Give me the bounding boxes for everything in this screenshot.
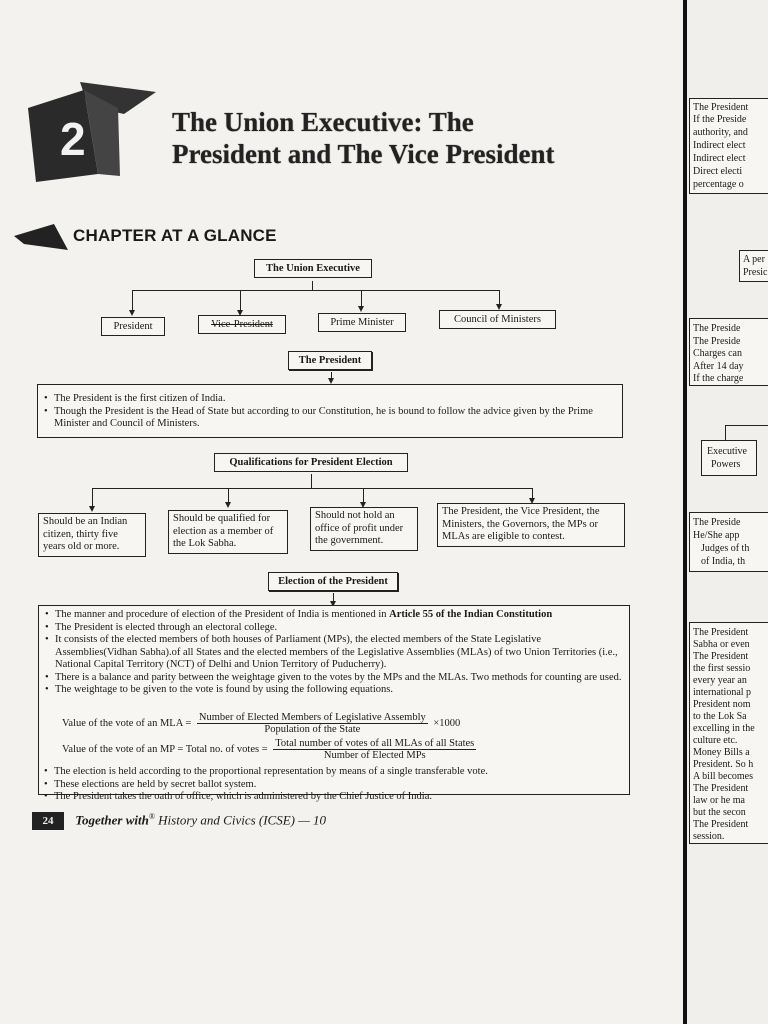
right-lower-line: The Preside xyxy=(693,517,741,528)
election-point: • It consists of the elected members of both houses of Parliament (MPs), the elected members of the State Legislative Assemblies(Vidhan Sabha).of all States and the elected members of the Legislative Assemblies (MLAs) of two Union Territories (i.e., National Capital Territory (NCT) of Delhi and Union Territory of Puducherry). xyxy=(45,634,623,672)
branch-president: President xyxy=(101,317,165,336)
right-bottom-line: culture etc. xyxy=(693,735,738,746)
chapter-number-badge xyxy=(28,78,158,183)
formula-mp-lhs: Value of the vote of an MP = Total no. of votes = xyxy=(62,743,268,755)
right-mid-line: Charges can xyxy=(693,348,742,359)
formula-mp-numerator: Total number of votes of all MLAs of all States xyxy=(275,738,475,749)
right-page-fragment xyxy=(683,0,768,1024)
election-label: Election of the President xyxy=(268,572,398,591)
chapter-number: 2 xyxy=(60,113,86,165)
branch-prime-minister: Prime Minister xyxy=(318,313,406,332)
union-executive-label: The Union Executive xyxy=(254,259,372,278)
qualification-eligibility: The President, the Vice President, the Ministers, the Governors, the MPs or MLAs are eligible to contest. xyxy=(437,503,625,547)
right-mid-line: The Preside xyxy=(693,336,741,347)
branch-council-of-ministers: Council of Ministers xyxy=(439,310,556,329)
right-mid-line: The Preside xyxy=(693,323,741,334)
right-top-line: authority, and xyxy=(693,127,748,138)
footer-brand: Together with xyxy=(75,812,149,828)
right-exec-line: Executive xyxy=(707,446,747,457)
right-top-line: Indirect elect xyxy=(693,153,746,164)
pointer-arrow-icon xyxy=(14,222,70,252)
right-lower-line: Judges of th xyxy=(701,543,750,554)
election-point-article: • The manner and procedure of election of the President of India is mentioned in Article 55 of the Indian Constitution xyxy=(45,609,623,622)
chapter-at-a-glance-heading: CHAPTER AT A GLANCE xyxy=(73,226,277,245)
page-footer xyxy=(32,812,326,830)
right-bottom-line: The President xyxy=(693,819,749,830)
chapter-title xyxy=(172,106,642,170)
right-top-line: percentage o xyxy=(693,179,744,190)
right-top-line: The President xyxy=(693,102,749,113)
the-president-label: The President xyxy=(288,351,372,370)
formula-mla-lhs: Value of the vote of an MLA = xyxy=(62,717,192,729)
right-mid-line: If the charge xyxy=(693,373,744,384)
formula-mp-denominator: Number of Elected MPs xyxy=(323,750,426,761)
right-top-line: If the Preside xyxy=(693,114,747,125)
right-bottom-line: Money Bills a xyxy=(693,747,750,758)
right-bottom-line: A bill becomes xyxy=(693,771,753,782)
election-point: • There is a balance and parity between the weightage given to the votes by the MPs and the MLAs. Two methods for counting are used. xyxy=(45,672,623,685)
election-point: • The election is held according to the proportional representation by means of a single transferable vote. xyxy=(44,766,626,779)
chapter-title-line2: President and The Vice President xyxy=(172,139,555,169)
formula-mla-fraction xyxy=(197,712,428,735)
right-bottom-line: but the secon xyxy=(693,807,746,818)
footer-subject: History and Civics (ICSE) — 10 xyxy=(158,812,327,828)
formula-mla-denominator: Population of the State xyxy=(264,724,361,735)
right-bottom-line: The President xyxy=(693,627,749,638)
right-bottom-line: to the Lok Sa xyxy=(693,711,747,722)
book-logo: 24 xyxy=(32,812,64,830)
formula-mla-numerator: Number of Elected Members of Legislative Assembly xyxy=(198,712,426,723)
qualification-citizen: Should be an Indian citizen, thirty five years old or more. xyxy=(38,513,146,557)
president-info-box xyxy=(37,384,623,438)
right-bottom-line: excelling in the xyxy=(693,723,755,734)
formula-mla xyxy=(62,712,460,735)
right-bottom-line: the first sessio xyxy=(693,663,751,674)
chapter-title-line1: The Union Executive: The xyxy=(172,107,474,137)
election-point: • The President takes the oath of office, which is administered by the Chief Justice of India. xyxy=(44,791,626,804)
right-bottom-line: The President xyxy=(693,783,749,794)
formula-mla-multiplier: ×1000 xyxy=(433,717,461,729)
right-box-1-line: A per xyxy=(743,254,765,265)
right-mid-line: After 14 day xyxy=(693,361,744,372)
right-bottom-line: President nom xyxy=(693,699,751,710)
qualification-lok-sabha: Should be qualified for election as a member of the Lok Sabha. xyxy=(168,510,288,554)
qualification-office-of-profit: Should not hold an office of profit under the government. xyxy=(310,507,418,551)
right-bottom-line: President. So h xyxy=(693,759,754,770)
election-point: • These elections are held by secret ballot system. xyxy=(44,779,626,792)
right-bottom-line: every year an xyxy=(693,675,747,686)
branch-vice-president: Vice-President xyxy=(198,315,286,334)
right-bottom-line: Sabha or even xyxy=(693,639,750,650)
qualifications-label: Qualifications for President Election xyxy=(214,453,408,472)
right-box-1-line: Presic xyxy=(743,267,768,278)
right-bottom-line: law or he ma xyxy=(693,795,745,806)
president-point: • The President is the first citizen of India. xyxy=(44,393,616,406)
right-exec-line: Powers xyxy=(711,459,741,470)
right-bottom-line: session. xyxy=(693,831,725,842)
right-lower-line: of India, th xyxy=(701,556,746,567)
right-bottom-line: international p xyxy=(693,687,752,698)
footer-reg: ® xyxy=(148,812,155,821)
right-top-line: Direct electi xyxy=(693,166,743,177)
right-bottom-line: The President xyxy=(693,651,749,662)
election-points-after xyxy=(44,766,626,804)
election-point: • The weightage to be given to the vote is found by using the following equations. xyxy=(45,684,623,697)
formula-mp-fraction xyxy=(273,738,476,761)
president-point: • Though the President is the Head of State but according to our Constitution, he is bound to follow the advice given by the Prime Minister and Council of Ministers. xyxy=(44,406,616,431)
election-point: • The President is elected through an electoral college. xyxy=(45,622,623,635)
formula-mp xyxy=(62,738,479,761)
right-top-line: Indirect elect xyxy=(693,140,746,151)
right-lower-line: He/She app xyxy=(693,530,740,541)
